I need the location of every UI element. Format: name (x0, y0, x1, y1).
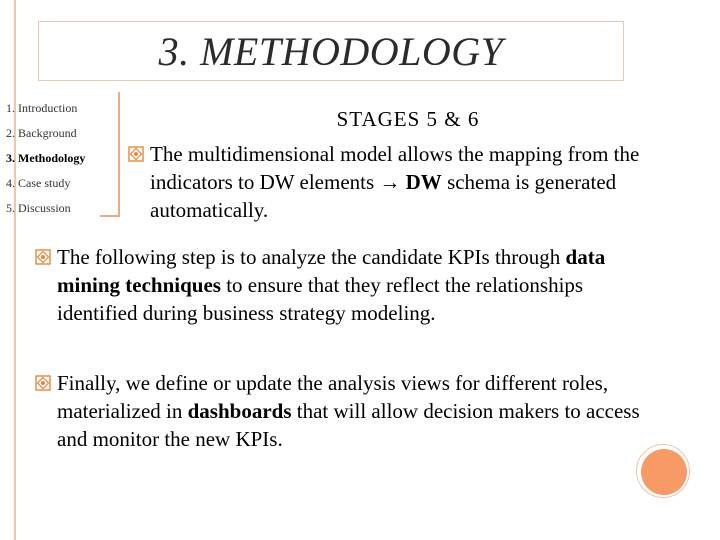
nav-item-case-study[interactable]: 4. Case study (6, 176, 71, 190)
right-arrow-icon: → (379, 170, 401, 194)
decorative-circle (641, 449, 687, 495)
bullet-item (57, 369, 647, 453)
title-frame (38, 21, 624, 81)
square-diamond-bullet-icon (35, 249, 51, 265)
nav-item-methodology[interactable]: 3. Methodology (6, 151, 86, 165)
stage-heading: STAGES 5 & 6 (336, 107, 480, 131)
nav-divider-vertical (118, 92, 120, 216)
square-diamond-bullet-icon (128, 146, 144, 162)
bullet-text: Finally, we define or update the analysis views for different roles, materialized in dashboards that will allow decision makers to access and monitor the new KPIs. (57, 371, 640, 451)
bullet-item (150, 140, 680, 224)
nav-divider-horizontal (100, 215, 120, 217)
section-nav (6, 96, 114, 221)
bullet-text: The multidimensional model allows the mapping from the indicators to DW elements → DW schema is generated automatically. (150, 142, 640, 222)
nav-item-introduction[interactable]: 1. Introduction (6, 101, 78, 115)
bullet-item (57, 243, 647, 327)
square-diamond-bullet-icon (35, 375, 51, 391)
nav-item-discussion[interactable]: 5. Discussion (6, 201, 71, 215)
bullet-text: The following step is to analyze the candidate KPIs through data mining techniques to ensure that they reflect the relationships identified during business strategy modeling. (57, 245, 606, 325)
nav-item-background[interactable]: 2. Background (6, 126, 77, 140)
slide-title: 3. METHODOLOGY (158, 29, 504, 74)
left-border-rule (14, 0, 16, 540)
